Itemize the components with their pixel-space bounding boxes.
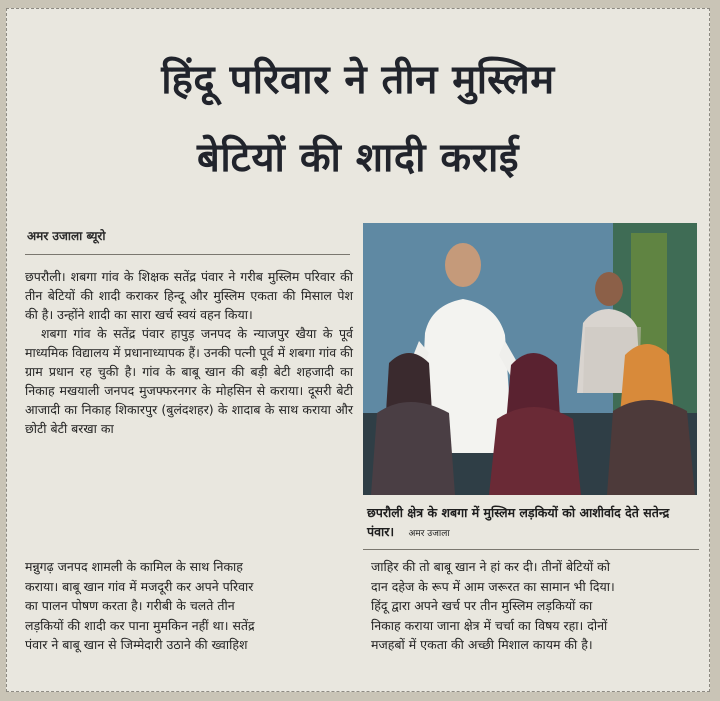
para2-line: शादाब के साथ कराया और छोटी बेटी बरखा का: [25, 402, 353, 436]
newspaper-clipping: [6, 8, 710, 692]
text-row: [25, 577, 701, 597]
right-column-line: हिंदू द्वारा अपने खर्च पर तीन मुस्लिम लड़कियों का: [371, 598, 593, 613]
left-column-line: कराया। बाबू खान गांव में मजदूरी कर अपने परिवार: [25, 578, 254, 594]
text-row: [25, 635, 701, 655]
para2-line: आजादी का निकाह शिकारपुर (बुलंदशहर) के: [25, 402, 228, 417]
headline-line-1: हिंदू परिवार ने तीन मुस्लिम: [161, 57, 555, 103]
byline: अमर उजाला ब्यूरो: [27, 229, 106, 243]
para1-line: शादी का सारा खर्च स्वयं वहन किया।: [88, 307, 253, 322]
left-column-line: पंवार ने बाबू खान से जिम्मेदारी उठाने की ख्वाहिश: [25, 637, 248, 652]
right-column-line: दान दहेज के रूप में आम जरूरत का सामान भी दिया।: [371, 578, 615, 594]
article-bottom-section: [25, 557, 701, 655]
para2-line: ग्राम प्रधान रह चुकी है। गांव के बाबू खान की बड़ी: [25, 364, 268, 379]
left-column-line: का पालन पोषण करता है। गरीबी के चलते तीन: [25, 598, 235, 613]
para2-line: मुजफ्फरनगर के मोहसिन से कराया। दूसरी बेटी: [139, 383, 354, 398]
para1-line: छपरौली। शबगा गांव के शिक्षक सतेंद्र पंवार ने गरीब: [25, 269, 263, 284]
text-row: [25, 596, 701, 616]
caption-credit: अमर उजाला: [408, 529, 450, 539]
headline-line-2: बेटियों की शादी कराई: [196, 135, 520, 181]
photo-illustration: [363, 223, 697, 495]
text-row: [25, 557, 701, 577]
article-left-column: [25, 267, 353, 438]
paragraph-2: [25, 324, 353, 438]
right-column-line: जाहिर की तो बाबू खान ने हां कर दी। तीनों बेटियों को: [371, 559, 610, 574]
news-photo: [363, 223, 697, 495]
caption-divider: [363, 549, 699, 550]
para2-line: प्रधानाध्यापक हैं। उनकी पत्नी पूर्व में शबगा गांव की: [124, 345, 353, 360]
text-row: [25, 616, 701, 636]
para1-line: मुस्लिम परिवार की तीन बेटियों की शादी कराकर हिन्दू: [25, 269, 353, 303]
right-column-line: मजहबों में एकता की अच्छी मिशाल कायम की है।: [371, 637, 593, 652]
caption-text: छपरौली क्षेत्र के शबगा में मुस्लिम लड़कियों को आशीर्वाद देते सतेन्द्र पंवार।: [367, 505, 670, 539]
para2-line: शबगा गांव के सतेंद्र पंवार हापुड़ जनपद के: [41, 326, 247, 341]
byline-divider: [25, 254, 350, 255]
paragraph-1: [25, 267, 353, 324]
para1-line: और मुस्लिम एकता की मिसाल पेश की है। उन्होंने: [25, 288, 353, 322]
left-column-line: मन्नुगढ़ जनपद शामली के कामिल के साथ निकाह: [25, 559, 243, 574]
para2-line: बेटी शहजादी का निकाह मखयाली जनपद: [25, 364, 353, 398]
photo-caption: [367, 503, 697, 544]
right-column-line: निकाह कराया जाना क्षेत्र में चर्चा का विषय रहा। दोनों: [371, 617, 608, 633]
left-column-line: लड़कियों की शादी कर पाना मुमकिन नहीं था। सतेंद्र: [25, 617, 255, 633]
para2-line: न्याजपुर खैया के पूर्व माध्यमिक विद्यालय में: [25, 326, 353, 360]
